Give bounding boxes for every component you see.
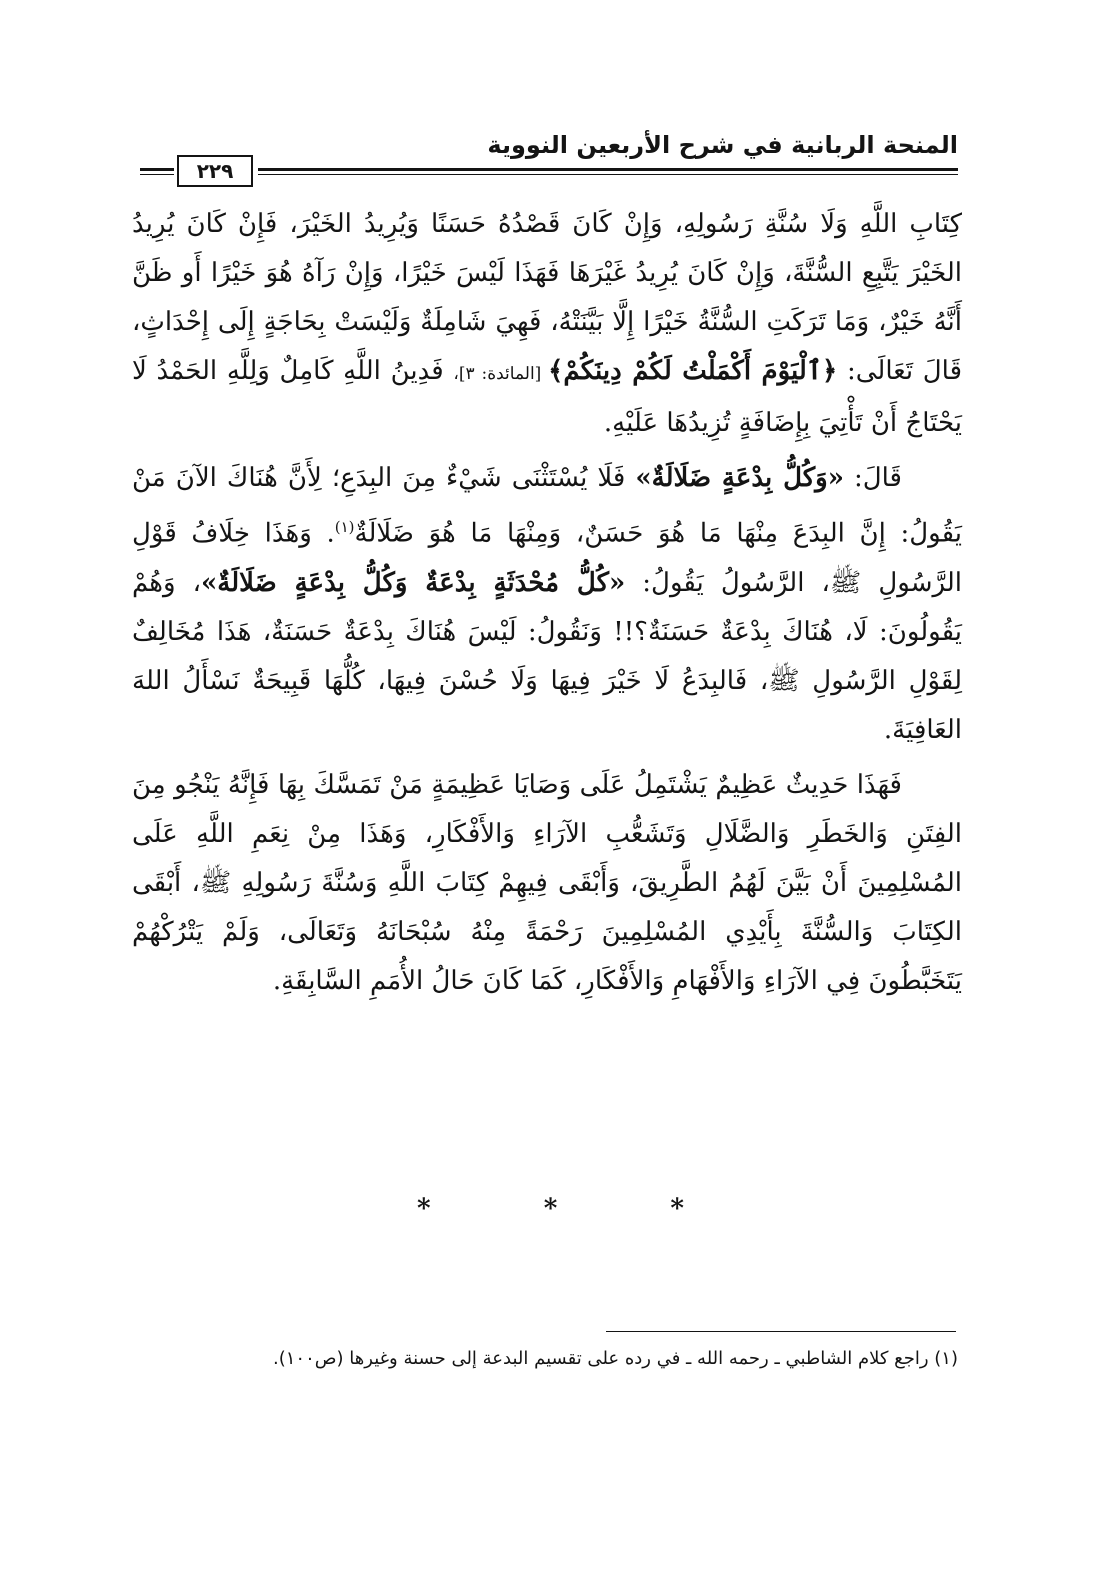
main-text <box>132 200 962 1012</box>
verse-reference: [المائدة: ٣]، <box>453 364 549 384</box>
quran-verse: ﴿ٱلْيَوْمَ أَكْمَلْتُ لَكُمْ دِينَكُمْ﴾ <box>548 356 838 386</box>
hadith-quote-2: «كُلُّ مُحْدَثَةٍ بِدْعَةٌ وَكُلُّ بِدْعَةٍ ضَلَالَةٌ» <box>201 567 626 598</box>
footnote-marker: (١) <box>334 518 355 536</box>
page-number: ٢٢٩ <box>177 155 253 187</box>
paragraph-2-text-d: ، وَهُمْ يَقُولُونَ: لَا، هُنَاكَ بِدْعَةٌ حَسَنَةٌ؟!! وَنَقُولُ: لَيْسَ هُنَاكَ بِدْعَةٌ حَسَنَةٌ، هَذَا مُخَالِفٌ لِقَوْلِ الرَّسُولِ ﷺ، فَالبِدَعُ لَا خَيْرَ فِيهَا وَلَا حُسْنَ فِيهَا، كُلُّهَا قَبِيحَةٌ نَسْأَلُ اللهَ العَافِيَةَ. <box>132 567 962 745</box>
paragraph-1-text-a: كِتَابِ اللَّهِ وَلَا سُنَّةِ رَسُولِهِ، وَإِنْ كَانَ قَصْدُهُ حَسَنًا وَيُرِيدُ الخَيْرَ، فَإِنْ كَانَ يُرِيدُ الخَيْرَ يَتَّبِعِ السُّنَّةَ، وَإِنْ كَانَ يُرِيدُ غَيْرَهَا فَهَذَا لَيْسَ خَيْرًا، وَإِنْ رَآهُ هُوَ خَيْرًا أَو ظَنَّ أَنَّهُ خَيْرٌ، وَمَا تَرَكَتِ السُّنَّةُ خَيْرًا إِلَّا بَيَّنَتْهُ، فَهِيَ شَامِلَةٌ وَلَيْسَتْ بِحَاجَةٍ إِلَى إِحْدَاثٍ، قَالَ تَعَالَى: <box>132 209 962 386</box>
hadith-quote-1: «وَكُلُّ بِدْعَةٍ ضَلَالَةٌ» <box>635 463 844 493</box>
paragraph-2-text-c: . وَهَذَا خِلَافُ قَوْلِ الرَّسُولِ ﷺ، الرَّسُولُ يَقُولُ: <box>132 518 962 598</box>
paragraph-2-text-b: فَلَا يُسْتَثْنَى شَيْءٌ مِنَ البِدَعِ؛ لِأَنَّ هُنَاكَ الآنَ مَنْ يَقُولُ: إِنَّ البِدَعَ مِنْهَا مَا هُوَ حَسَنٌ، وَمِنْهَا مَا هُوَ ضَلَالَةٌ <box>132 463 962 549</box>
header-rule <box>258 168 958 175</box>
footnote-rule <box>606 1331 956 1332</box>
paragraph-3: فَهَذَا حَدِيثٌ عَظِيمٌ يَشْتَمِلُ عَلَى وَصَايَا عَظِيمَةٍ مَنْ تَمَسَّكَ بِهَا فَإِنَّهُ يَنْجُو مِنَ الفِتَنِ وَالخَطَرِ وَالضَّلَالِ وَتَشَعُّبِ الآرَاءِ وَالأَفْكَارِ، وَهَذَا مِنْ نِعَمِ اللَّهِ عَلَى المُسْلِمِينَ أَنْ بَيَّنَ لَهُمُ الطَّرِيقَ، وَأَبْقَى فِيهِمْ كِتَابَ اللَّهِ وَسُنَّةَ رَسُولِهِ ﷺ، أَبْقَى الكِتَابَ وَالسُّنَّةَ بِأَيْدِي المُسْلِمِينَ رَحْمَةً مِنْهُ سُبْحَانَهُ وَتَعَالَى، وَلَمْ يَتْرُكْهُمْ يَتَخَبَّطُونَ فِي الآرَاءِ وَالأَفْهَامِ وَالأَفْكَارِ، كَمَا كَانَ حَالُ الأُمَمِ السَّابِقَةِ. <box>132 769 962 996</box>
paragraph-1-text-b: فَدِينُ اللَّهِ كَامِلٌ وَلِلَّهِ الحَمْدُ لَا يَحْتَاجُ أَنْ تَأْتِيَ بِإِضَافَةٍ تُزِيدُهَا عَلَيْهِ. <box>132 356 962 438</box>
section-separator: * * * <box>417 1194 736 1224</box>
book-title: المنحة الربانية في شرح الأربعين النووية <box>487 131 958 159</box>
paragraph-2-text-a: قَالَ: <box>843 463 902 493</box>
paragraph-2 <box>132 454 962 755</box>
paragraph-1 <box>132 200 962 448</box>
footnote: (١) راجع كلام الشاطبي ـ رحمه الله ـ في رده على تقسيم البدعة إلى حسنة وغيرها (ص١٠٠). <box>273 1348 958 1369</box>
running-header <box>140 128 958 188</box>
header-rule-left <box>140 168 174 175</box>
